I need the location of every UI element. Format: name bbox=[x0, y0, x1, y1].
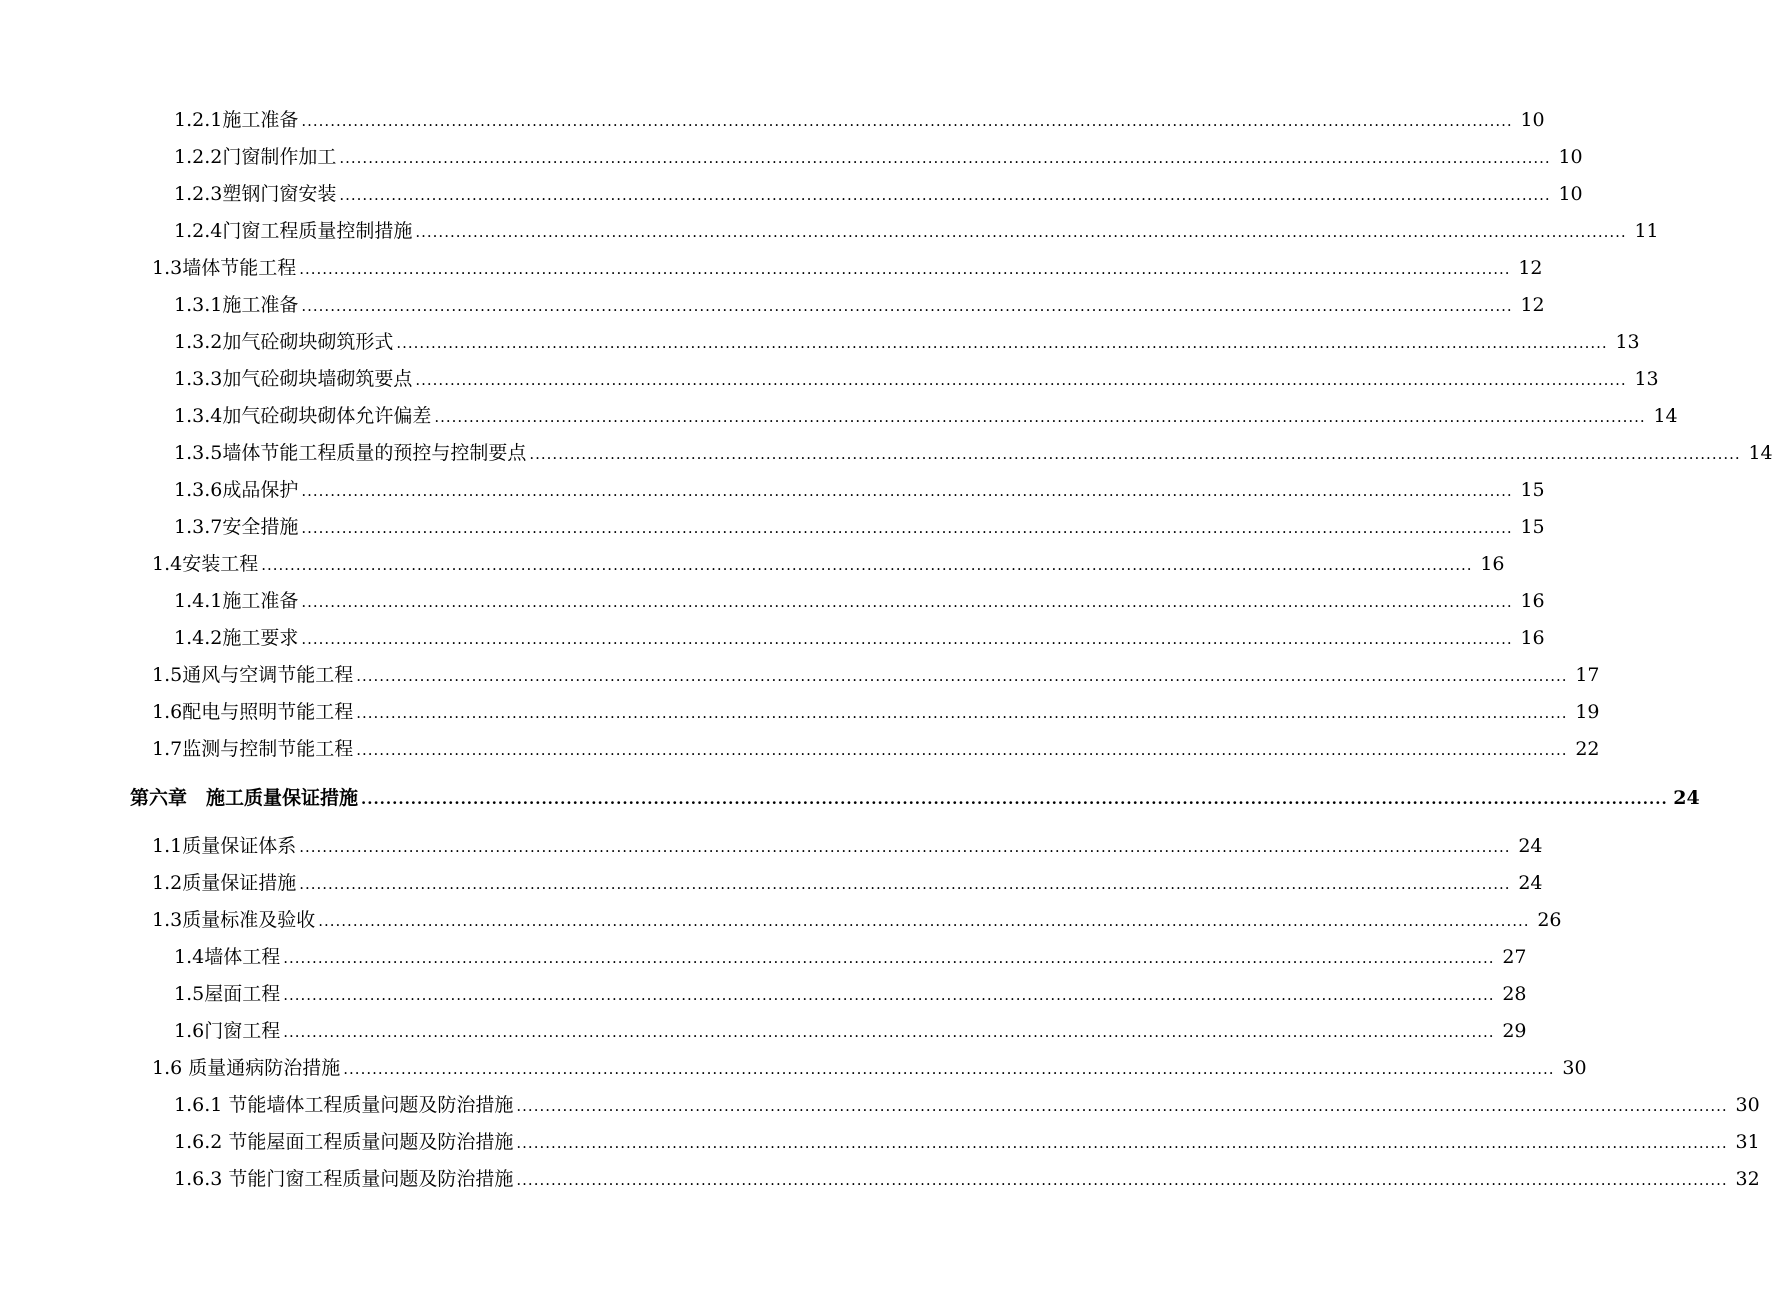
toc-entry[interactable] bbox=[0, 657, 1600, 694]
toc-entry-label: 1.2.1施工准备 bbox=[174, 109, 299, 131]
toc-entry-label: 第六章 施工质量保证措施 bbox=[130, 787, 359, 809]
toc-dot-leader bbox=[301, 288, 1512, 325]
toc-entry[interactable] bbox=[0, 472, 1545, 509]
toc-dot-leader bbox=[415, 362, 1626, 399]
toc-entry[interactable] bbox=[0, 1050, 1587, 1087]
toc-dot-leader bbox=[301, 103, 1512, 140]
toc-entry[interactable] bbox=[0, 865, 1543, 902]
toc-page-number: 14 bbox=[1653, 405, 1678, 427]
toc-dot-leader bbox=[299, 251, 1510, 288]
toc-dot-leader bbox=[356, 695, 1567, 732]
toc-entry-label: 1.5通风与空调节能工程 bbox=[152, 664, 354, 686]
toc-page-number: 15 bbox=[1520, 516, 1545, 538]
toc-entry[interactable] bbox=[0, 213, 1659, 250]
toc-page-number: 11 bbox=[1634, 220, 1659, 242]
toc-entry-label: 1.6配电与照明节能工程 bbox=[152, 701, 354, 723]
toc-page-number: 31 bbox=[1735, 1131, 1760, 1153]
toc-entry[interactable] bbox=[0, 939, 1527, 976]
toc-page-number: 24 bbox=[1518, 835, 1543, 857]
toc-entry-label: 1.2.4门窗工程质量控制措施 bbox=[174, 220, 413, 242]
toc-entry-label: 1.2.3塑钢门窗安装 bbox=[174, 183, 337, 205]
toc-page-number: 16 bbox=[1480, 553, 1505, 575]
toc-entry-label: 1.5屋面工程 bbox=[174, 983, 281, 1005]
toc-page-number: 30 bbox=[1735, 1094, 1760, 1116]
toc-dot-leader bbox=[339, 140, 1550, 177]
toc-entry[interactable] bbox=[0, 1087, 1760, 1124]
toc-entry[interactable] bbox=[0, 1161, 1760, 1198]
toc-page-number: 13 bbox=[1615, 331, 1640, 353]
toc-entry-label: 1.4安装工程 bbox=[152, 553, 259, 575]
toc-entry-label: 1.6.3 节能门窗工程质量问题及防治措施 bbox=[174, 1168, 514, 1190]
toc-entry[interactable] bbox=[0, 694, 1600, 731]
toc-dot-leader bbox=[516, 1125, 1727, 1162]
toc-entry-label: 1.3.6成品保护 bbox=[174, 479, 299, 501]
toc-entry[interactable] bbox=[0, 509, 1545, 546]
toc-dot-leader bbox=[299, 829, 1510, 866]
toc-entry[interactable] bbox=[0, 583, 1545, 620]
toc-entry[interactable] bbox=[0, 398, 1678, 435]
toc-dot-leader bbox=[318, 903, 1529, 940]
toc-entry[interactable] bbox=[0, 435, 1773, 472]
toc-page-number: 22 bbox=[1575, 738, 1600, 760]
toc-dot-leader bbox=[396, 325, 1607, 362]
toc-page-number: 10 bbox=[1558, 183, 1583, 205]
toc-dot-leader bbox=[516, 1088, 1727, 1125]
toc-page-number: 10 bbox=[1558, 146, 1583, 168]
toc-entry-label: 1.6门窗工程 bbox=[174, 1020, 281, 1042]
toc-dot-leader bbox=[415, 214, 1626, 251]
toc-entry-label: 1.2质量保证措施 bbox=[152, 872, 297, 894]
toc-entry[interactable] bbox=[0, 546, 1505, 583]
toc-entry-label: 1.3质量标准及验收 bbox=[152, 909, 316, 931]
toc-entry-label: 1.4.2施工要求 bbox=[174, 627, 299, 649]
toc-entry[interactable] bbox=[0, 902, 1562, 939]
toc-dot-leader bbox=[283, 1014, 1494, 1051]
toc-page-number: 12 bbox=[1520, 294, 1545, 316]
toc-entry-label: 1.4墙体工程 bbox=[174, 946, 281, 968]
toc-entry-label: 1.7监测与控制节能工程 bbox=[152, 738, 354, 760]
toc-entry-label: 1.1质量保证体系 bbox=[152, 835, 297, 857]
toc-entry[interactable] bbox=[0, 1013, 1527, 1050]
toc-entry[interactable] bbox=[0, 139, 1583, 176]
toc-page-number: 24 bbox=[1673, 787, 1700, 809]
toc-entry[interactable] bbox=[0, 1124, 1760, 1161]
toc-entry-label: 1.3.5墙体节能工程质量的预控与控制要点 bbox=[174, 442, 527, 464]
toc-dot-leader bbox=[356, 732, 1567, 769]
toc-page-number: 15 bbox=[1520, 479, 1545, 501]
toc-page-number: 10 bbox=[1520, 109, 1545, 131]
toc-dot-leader bbox=[356, 658, 1567, 695]
toc-page-number: 16 bbox=[1520, 590, 1545, 612]
toc-entry[interactable] bbox=[0, 287, 1545, 324]
toc-entry-label: 1.3.1施工准备 bbox=[174, 294, 299, 316]
toc-page-number: 14 bbox=[1748, 442, 1773, 464]
toc-page-number: 12 bbox=[1518, 257, 1543, 279]
toc-entry[interactable] bbox=[0, 361, 1659, 398]
toc-page-number: 27 bbox=[1502, 946, 1527, 968]
toc-entry[interactable] bbox=[0, 102, 1545, 139]
toc-entry-label: 1.6.1 节能墙体工程质量问题及防治措施 bbox=[174, 1094, 514, 1116]
toc-page-number: 19 bbox=[1575, 701, 1600, 723]
toc-entry-label: 1.3墙体节能工程 bbox=[152, 257, 297, 279]
toc-entry-label: 1.3.2加气砼砌块砌筑形式 bbox=[174, 331, 394, 353]
toc-entry-label: 1.6.2 节能屋面工程质量问题及防治措施 bbox=[174, 1131, 514, 1153]
toc-dot-leader bbox=[361, 769, 1668, 829]
toc-dot-leader bbox=[434, 399, 1645, 436]
toc-page-number: 26 bbox=[1537, 909, 1562, 931]
toc-page-number: 13 bbox=[1634, 368, 1659, 390]
toc-entry[interactable] bbox=[0, 731, 1600, 768]
table-of-contents bbox=[0, 102, 1773, 1198]
toc-page-number: 17 bbox=[1575, 664, 1600, 686]
toc-dot-leader bbox=[261, 547, 1472, 584]
toc-page-number: 32 bbox=[1735, 1168, 1760, 1190]
toc-entry[interactable] bbox=[0, 324, 1640, 361]
toc-dot-leader bbox=[301, 584, 1512, 621]
toc-entry-label: 1.3.7安全措施 bbox=[174, 516, 299, 538]
toc-page-number: 16 bbox=[1520, 627, 1545, 649]
toc-dot-leader bbox=[529, 436, 1740, 473]
toc-entry[interactable] bbox=[0, 976, 1527, 1013]
toc-entry-label: 1.4.1施工准备 bbox=[174, 590, 299, 612]
toc-chapter-entry[interactable] bbox=[0, 768, 1700, 828]
toc-entry[interactable] bbox=[0, 828, 1543, 865]
toc-entry-label: 1.2.2门窗制作加工 bbox=[174, 146, 337, 168]
toc-entry[interactable] bbox=[0, 620, 1545, 657]
toc-dot-leader bbox=[283, 977, 1494, 1014]
toc-dot-leader bbox=[301, 510, 1512, 547]
toc-page-number: 24 bbox=[1518, 872, 1543, 894]
toc-dot-leader bbox=[339, 177, 1550, 214]
toc-dot-leader bbox=[283, 940, 1494, 977]
toc-dot-leader bbox=[301, 473, 1512, 510]
toc-entry-label: 1.3.4加气砼砌块砌体允许偏差 bbox=[174, 405, 432, 427]
toc-entry-label: 1.6 质量通病防治措施 bbox=[152, 1057, 341, 1079]
toc-dot-leader bbox=[343, 1051, 1554, 1088]
toc-dot-leader bbox=[516, 1162, 1727, 1199]
toc-page-number: 28 bbox=[1502, 983, 1527, 1005]
toc-entry[interactable] bbox=[0, 176, 1583, 213]
toc-page-number: 29 bbox=[1502, 1020, 1527, 1042]
toc-page-number: 30 bbox=[1562, 1057, 1587, 1079]
toc-dot-leader bbox=[301, 621, 1512, 658]
toc-entry-label: 1.3.3加气砼砌块墙砌筑要点 bbox=[174, 368, 413, 390]
toc-entry[interactable] bbox=[0, 250, 1543, 287]
toc-dot-leader bbox=[299, 866, 1510, 903]
